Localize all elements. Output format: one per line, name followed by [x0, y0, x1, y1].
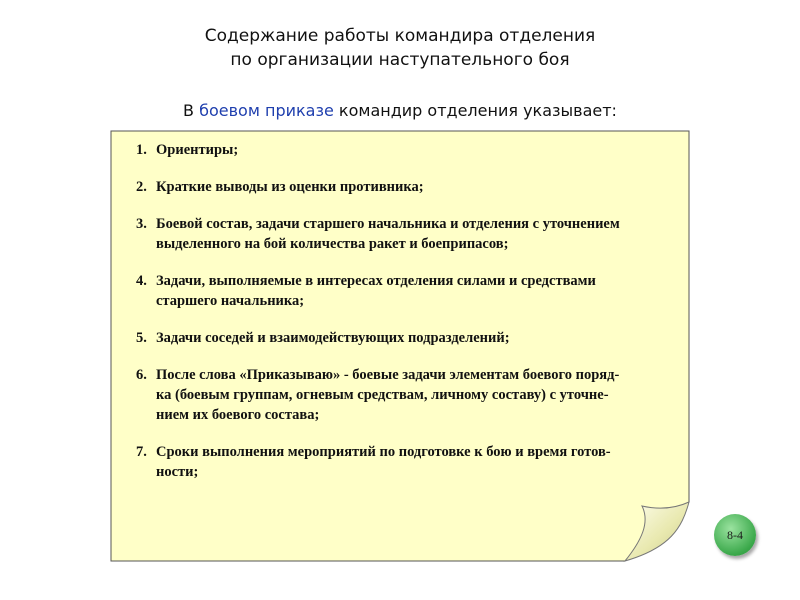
list-item-number: 7.: [136, 444, 147, 460]
list-item-line: старшего начальника;: [156, 293, 305, 309]
list-item-number: 2.: [136, 179, 147, 195]
list-item: [136, 271, 666, 311]
list-item: [136, 177, 666, 197]
slide-number: 8-4: [727, 527, 743, 542]
list-item-line: Боевой состав, задачи старшего начальника и отделения с уточнением: [156, 216, 620, 232]
list-item-line: Задачи, выполняемые в интересах отделения силами и средствами: [156, 273, 596, 289]
list-item: [136, 365, 666, 425]
subtitle-suffix: командир отделения указывает:: [333, 101, 617, 120]
list-item-number: 4.: [136, 273, 147, 289]
list-item-number: 1.: [136, 142, 147, 158]
subtitle: [0, 100, 800, 122]
list-item-number: 3.: [136, 216, 147, 232]
requirements-list: [136, 140, 666, 499]
list-item-number: 5.: [136, 330, 147, 346]
subtitle-highlight: боевом приказе: [199, 101, 334, 120]
list-item-line: После слова «Приказываю» - боевые задачи элементам боевого поряд-: [156, 367, 620, 383]
list-item-line: Задачи соседей и взаимодействующих подразделений;: [156, 330, 510, 346]
list-item-line: ности;: [156, 464, 199, 480]
title-line-2: по организации наступательного боя: [230, 50, 570, 70]
title-line-1: Содержание работы командира отделения: [204, 26, 596, 46]
subtitle-prefix: В: [183, 101, 200, 120]
list-item-number: 6.: [136, 367, 147, 383]
note-card: [110, 130, 690, 562]
list-item-line: Краткие выводы из оценки противника;: [156, 179, 424, 195]
list-item: [136, 140, 666, 160]
list-item-line: Ориентиры;: [156, 142, 239, 158]
page-title: [0, 24, 800, 72]
slide-number-badge: [714, 514, 756, 556]
list-item-line: Сроки выполнения мероприятий по подготовке к бою и время готов-: [156, 444, 611, 460]
list-item-line: нием их боевого состава;: [156, 407, 320, 423]
list-item: [136, 214, 666, 254]
list-item-line: ка (боевым группам, огневым средствам, личному составу) с уточне-: [156, 387, 609, 403]
list-item: [136, 442, 666, 482]
list-item-line: выделенного на бой количества ракет и боеприпасов;: [156, 236, 509, 252]
list-item: [136, 328, 666, 348]
